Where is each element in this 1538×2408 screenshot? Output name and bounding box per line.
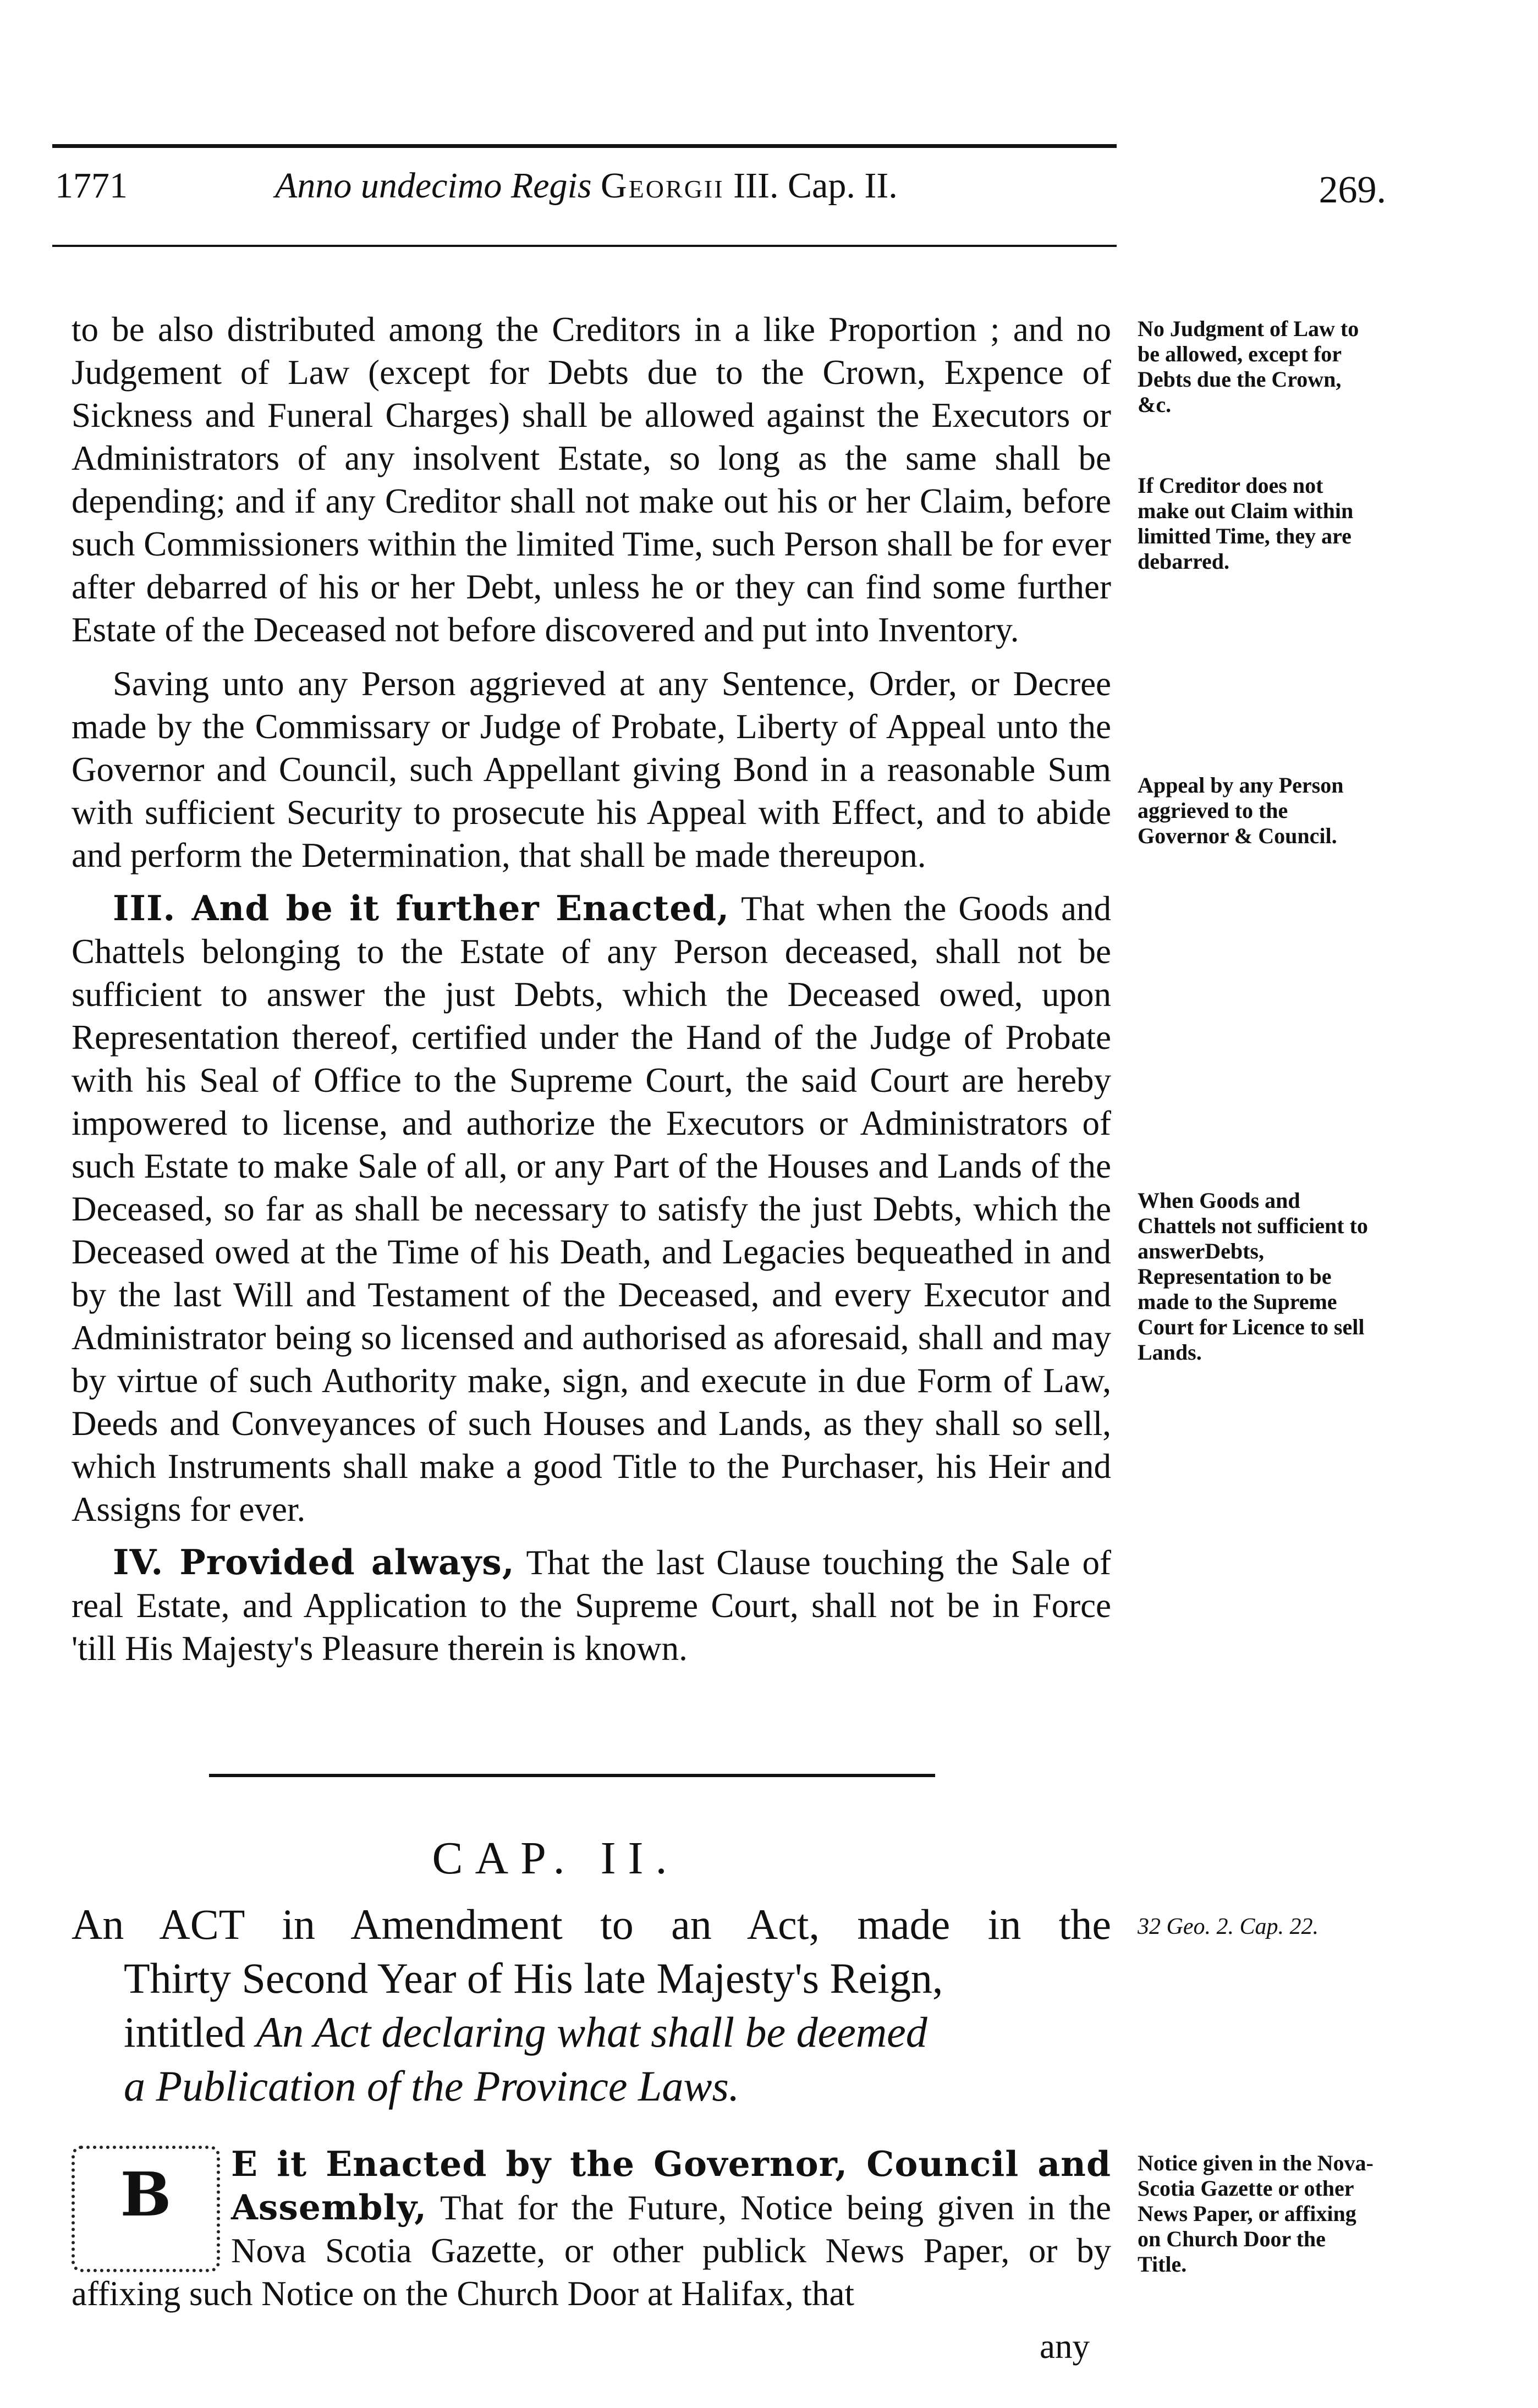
header-title [275,165,898,207]
act-title-line-4 [72,2059,1111,2113]
act-title-line-2: Thirty Second Year of His late Majesty's Reign, [124,1954,943,2002]
paragraph-3 [72,887,1111,1531]
section-3-lead: III. And be it further Enacted, [113,888,730,928]
enactment-paragraph [72,2142,1111,2315]
ornamental-dropcap [72,2146,220,2272]
header-title-smallcaps: Georgii [601,166,724,206]
header-rule [52,245,1117,247]
top-rule [52,144,1117,148]
running-header [55,165,1386,226]
margin-note-appeal: Appeal by any Person aggrieved to the Governor & Council. [1138,773,1344,848]
main-text [72,308,1111,1670]
header-year: 1771 [55,166,128,206]
dropcap-letter: B [120,2159,172,2230]
margin-note-reference: 32 Geo. 2. Cap. 22. [1138,1914,1319,1939]
chapter-heading: CAP. II. [432,1833,679,1884]
act-title-line-3 [72,2005,1111,2059]
section-3-text: That when the Goods and Chattels belonging to the Estate of any Person deceased, shall not be sufficient to answer the just Debts, which the Deceased owed, upon Representation thereof, certified under the Hand of the Judge of Probate with his Seal of Office to the Supreme Court, the said Court are hereby impowered to license, and authorize the Executors or Administrators of such Estate to make Sale of all, or any Part of the Houses and Lands of the Deceased, so far as shall be necessary to satisfy the just Debts, which the Deceased owed at the Time of his Death, and Legacies bequeathed in and by the last Will and Testament of the Deceased, and every Executor and Administrator being so licensed and authorised as aforesaid, shall and may by virtue of such Authority make, sign, and execute in due Form of Law, Deeds and Conveyances of such Houses and Lands, as they shall so sell, which Instruments shall make a good Title to the Purchaser, his Heir and Assigns for ever. [72,889,1111,1529]
paragraph-4 [72,1541,1111,1670]
header-title-italic: Anno undecimo Regis [275,166,592,206]
act-title-italic-1: An Act declaring what shall be deemed [256,2008,927,2056]
margin-note-goods: When Goods and Chattels not sufficient to answerDebts, Representation to be made to the Supreme Court for Licence to sell Lands. [1138,1188,1368,1365]
act-title [72,1898,1111,2113]
header-title-rest: III. Cap. II. [733,166,898,206]
margin-note-judgment: No Judgment of Law to be allowed, except for Debts due the Crown, &c. [1138,316,1359,417]
act-title-intitled: intitled [124,2008,245,2056]
paragraph-1: to be also distributed among the Creditors in a like Proportion ; and no Judgement of Law (except for Debts due to the Crown, Expence of Sickness and Funeral Charges) shall be allowed against the Executors or Administrators of any insolvent Estate, so long as the same shall be depending; and if any Creditor shall not make out his or her Claim, before such Commissioners within the limited Time, such Person shall be for ever after debarred of his or her Debt, unless he or they can find some further Estate of the Deceased not before discovered and put into Inventory. [72,310,1111,649]
margin-note-notice: Notice given in the Nova-Scotia Gazette or other News Paper, or affixing on Church Door the Title. [1138,2151,1374,2277]
enactment-text: That for the Future, Notice being given in the Nova Scotia Gazette, or other publick News Paper, or by affixing such Notice on the Church Door at Halifax, that [72,2189,1111,2313]
page-number: 269. [1319,169,1386,211]
act-title-italic-2: a Publication of the Province Laws. [124,2062,740,2110]
chapter-divider [209,1774,935,1777]
margin-note-creditor: If Creditor does not make out Claim within limitted Time, they are debarred. [1138,473,1354,574]
act-title-line-1: An ACT in Amendment to an Act, made in the [72,1900,1111,1948]
section-4-lead: IV. Provided always, [113,1542,515,1582]
paragraph-2: Saving unto any Person aggrieved at any Sentence, Order, or Decree made by the Commissary or Judge of Probate, Liberty of Appeal unto the Governor and Council, such Appellant giving Bond in a reasonable Sum with sufficient Security to prosecute his Appeal with Effect, and to abide and perform the Determination, that shall be made thereupon. [72,664,1111,875]
enactment-lead: E it Enacted by the Governor, Council and Assembly, [231,2143,1111,2228]
catchword: any [1040,2327,1090,2366]
section-4-text: That the last Clause touching the Sale of real Estate, and Application to the Supreme Court, shall not be in Force 'till His Majesty's Pleasure therein is known. [72,1543,1111,1668]
